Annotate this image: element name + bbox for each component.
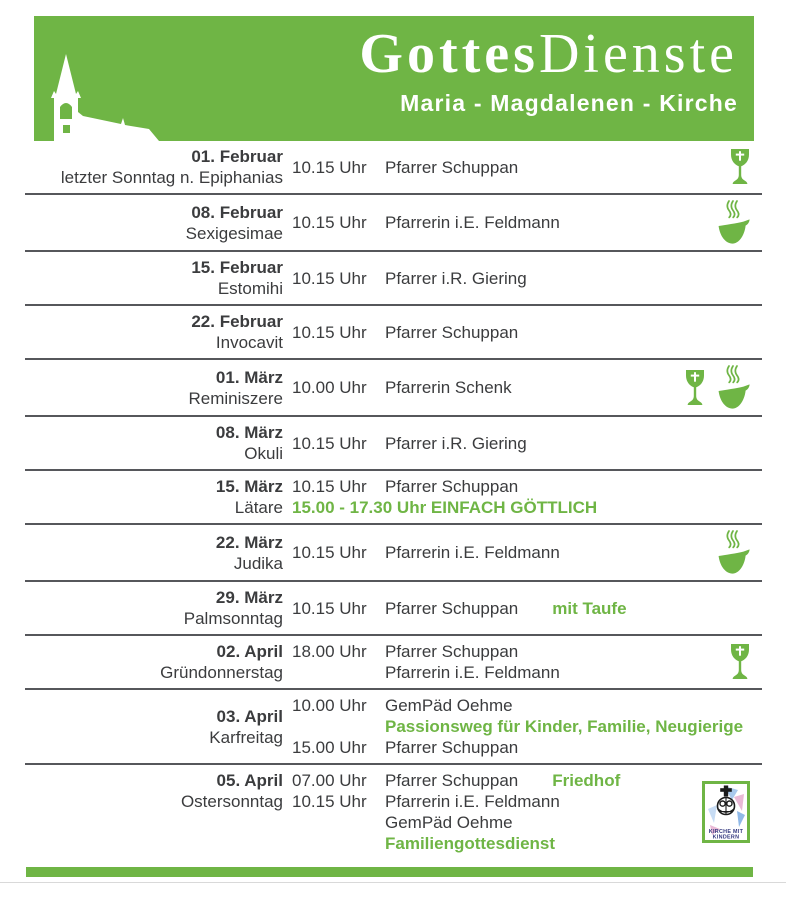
service-line [292, 833, 702, 854]
service-leader: Pfarrer Schuppan [385, 642, 519, 661]
service-leader: GemPäd Oehme [385, 813, 513, 832]
service-date-block [25, 146, 283, 188]
service-time: 10.15 Uhr [292, 268, 367, 288]
communion-chalice-icon [685, 370, 705, 406]
service-note: Friedhof [552, 771, 621, 790]
service-leader: Pfarrer Schuppan [385, 322, 519, 342]
service-day-name: Estomihi [217, 279, 283, 298]
time-spacer [292, 812, 385, 833]
service-date: 08. März [215, 423, 283, 442]
service-details [283, 770, 702, 854]
service-time: 10.15 Uhr [292, 477, 367, 496]
service-line [292, 497, 750, 518]
service-leader: Pfarrer i.R. Giering [385, 433, 527, 453]
page-edge [0, 882, 786, 883]
service-date-block [25, 476, 283, 518]
service-details [283, 542, 718, 563]
service-day-name: Invocavit [215, 333, 283, 352]
services-list [25, 141, 762, 859]
service-date: 01. März [215, 367, 283, 387]
service-day-name: Ostersonntag [180, 792, 283, 811]
service-time: 10.15 Uhr [292, 433, 367, 453]
service-day-name: Karfreitag [209, 727, 283, 747]
service-line [292, 770, 702, 791]
service-time: 10.15 Uhr [292, 598, 367, 618]
service-leader: Pfarrer Schuppan [385, 157, 519, 177]
service-icons [730, 149, 762, 185]
coffee-cup-icon [718, 365, 750, 410]
service-row [25, 417, 762, 471]
service-leader: Pfarrerin Schenk [385, 378, 512, 397]
service-date: 02. April [216, 642, 283, 661]
service-line [292, 433, 750, 454]
service-day-name: Reminiszere [188, 388, 283, 408]
service-details [283, 476, 750, 518]
service-details [283, 598, 750, 619]
coffee-cup-icon [718, 200, 750, 245]
service-time: 10.00 Uhr [292, 378, 367, 397]
kirche-mit-kindern-logo [702, 781, 750, 843]
service-line [292, 716, 750, 737]
service-time: 10.15 Uhr [292, 157, 367, 177]
time-spacer [292, 716, 385, 737]
time-spacer [292, 833, 385, 854]
service-note: mit Taufe [552, 598, 627, 618]
service-day-name: Palmsonntag [183, 609, 283, 628]
service-row [25, 252, 762, 306]
service-line [292, 268, 750, 289]
service-row [25, 360, 762, 417]
service-line [292, 598, 750, 619]
service-time: 15.00 Uhr [292, 738, 367, 757]
service-row [25, 141, 762, 195]
service-leader: GemPäd Oehme [385, 696, 513, 715]
service-date: 15. Februar [191, 258, 283, 277]
service-icons [702, 781, 762, 843]
page [0, 16, 786, 883]
service-icons [718, 530, 762, 575]
coffee-cup-icon [718, 530, 750, 575]
service-details [283, 157, 730, 178]
service-row [25, 582, 762, 636]
service-time: 18.00 Uhr [292, 642, 367, 661]
service-line [292, 476, 750, 497]
service-date-block [25, 641, 283, 683]
service-line [292, 542, 718, 563]
header-banner [34, 16, 754, 141]
service-line [292, 737, 750, 758]
service-date: 08. Februar [191, 202, 283, 222]
communion-chalice-icon [730, 644, 750, 680]
service-date-block [25, 257, 283, 299]
service-date: 22. März [215, 532, 283, 552]
service-details [283, 433, 750, 454]
service-date-block [25, 367, 283, 409]
page-subtitle: Maria - Magdalenen - Kirche [400, 90, 738, 117]
service-date-block [25, 532, 283, 574]
page-title [359, 23, 738, 85]
service-details [283, 268, 750, 289]
service-date-block [25, 770, 283, 812]
service-details [283, 322, 750, 343]
service-date-block [25, 706, 283, 748]
highlight-text: Familiengottesdienst [385, 834, 556, 853]
time-spacer [292, 662, 385, 683]
title-word-gottes: Gottes [359, 23, 539, 85]
service-leader: Pfarrer Schuppan [385, 771, 519, 790]
service-leader: Pfarrer i.R. Giering [385, 268, 527, 288]
service-time: 10.15 Uhr [292, 322, 367, 342]
service-line [292, 377, 685, 398]
service-day-name: letzter Sonntag n. Epiphanias [60, 168, 283, 187]
service-line [292, 695, 750, 716]
service-date: 22. Februar [191, 312, 283, 331]
service-line [292, 662, 730, 683]
service-details [283, 695, 750, 758]
service-date: 03. April [216, 706, 283, 726]
svg-text:KINDERN: KINDERN [712, 834, 740, 839]
service-time: 10.15 Uhr [292, 792, 367, 811]
service-time: 10.15 Uhr [292, 543, 367, 562]
service-line [292, 791, 702, 812]
service-day-name: Lätare [234, 498, 283, 517]
church-silhouette-icon [34, 41, 166, 141]
service-icons [730, 644, 762, 680]
service-row [25, 690, 762, 765]
title-word-dienste: Dienste [538, 23, 738, 85]
svg-text:KIRCHE MIT: KIRCHE MIT [708, 829, 744, 835]
header-titles [359, 23, 738, 117]
service-leader: Pfarrer Schuppan [385, 477, 519, 496]
service-row [25, 765, 762, 859]
service-day-name: Sexigesimae [185, 223, 283, 243]
service-row [25, 525, 762, 582]
service-details [283, 377, 685, 398]
service-row [25, 471, 762, 525]
service-date: 05. April [216, 771, 283, 790]
service-date: 29. März [215, 588, 283, 607]
service-date: 15. März [215, 477, 283, 496]
service-date-block [25, 422, 283, 464]
service-row [25, 636, 762, 690]
service-leader: Pfarrer Schuppan [385, 598, 519, 618]
bottom-bar [26, 867, 753, 877]
service-line [292, 157, 730, 178]
service-day-name: Judika [233, 553, 283, 573]
service-day-name: Okuli [244, 444, 283, 463]
service-date-block [25, 587, 283, 629]
service-leader: Pfarrerin i.E. Feldmann [385, 543, 560, 562]
service-line [292, 322, 750, 343]
service-time: 07.00 Uhr [292, 771, 367, 790]
service-line [292, 212, 718, 233]
service-time: 10.00 Uhr [292, 696, 367, 715]
service-leader: Pfarrerin i.E. Feldmann [385, 663, 560, 682]
service-day-name: Gründonnerstag [160, 663, 283, 682]
service-leader: Pfarrer Schuppan [385, 738, 519, 757]
service-time: 10.15 Uhr [292, 213, 367, 232]
service-details [283, 641, 730, 683]
service-leader: Pfarrerin i.E. Feldmann [385, 213, 560, 232]
service-icons [718, 200, 762, 245]
communion-chalice-icon [730, 149, 750, 185]
service-date: 01. Februar [191, 147, 283, 166]
service-line [292, 641, 730, 662]
service-details [283, 212, 718, 233]
service-row [25, 195, 762, 252]
service-row [25, 306, 762, 360]
service-leader: Pfarrerin i.E. Feldmann [385, 792, 560, 811]
service-date-block [25, 311, 283, 353]
highlight-text: 15.00 - 17.30 Uhr EINFACH GÖTTLICH [292, 498, 598, 517]
service-icons [685, 365, 762, 410]
service-line [292, 812, 702, 833]
highlight-text: Passionsweg für Kinder, Familie, Neugierige [385, 717, 744, 736]
service-date-block [25, 202, 283, 244]
